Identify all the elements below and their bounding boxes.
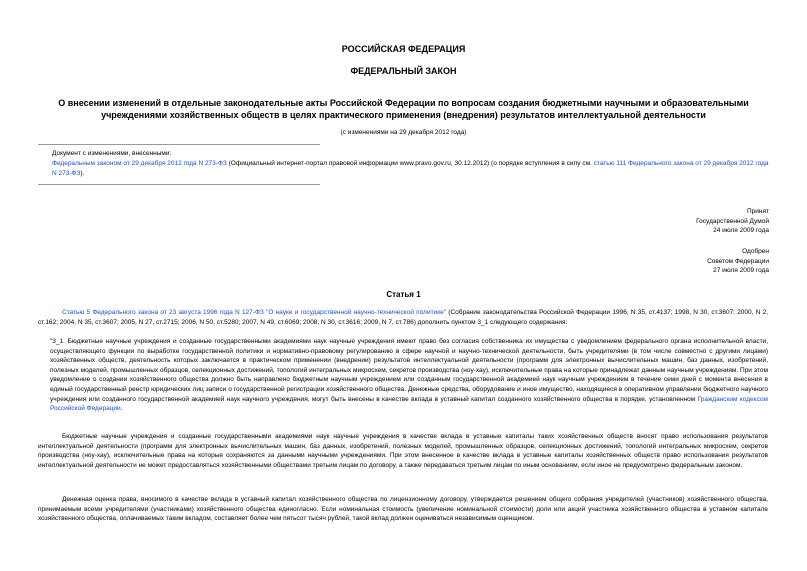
- adopted-block: [696, 207, 769, 236]
- quote-end: .: [120, 405, 123, 413]
- article-paragraph-2: Бюджетные научные учреждения и созданные государственными академиями наук научные учреждения в качестве вклада в уставные капиталы таких хозяйственных обществ вносят право использования результатов интеллектуальной деятельности (программ для электронных вычислительных машин, баз данных, изобретений, полезных моделей, промышленных образцов, селекционных достижений, топологий интегральных микросхем, секретов производства (ноу-хау), исключительные права на которые сохраняются за данными научными учреждениями. При этом внесенное в качестве вклада в уставные капиталы хозяйственных обществ право использования результатов интеллектуальной деятельности не может предоставляться хозяйственными обществами третьим лицам по договору, а также передаваться третьим лицам по иным основаниям, если иное не предусмотрено федеральным законом.: [38, 433, 768, 469]
- approved-block: [707, 247, 769, 276]
- divider-bottom: [38, 184, 320, 185]
- article-intro: [38, 308, 768, 327]
- article-heading: Статья 1: [386, 290, 421, 299]
- article-quote: [50, 337, 768, 414]
- doc-info-body: [52, 159, 770, 179]
- article-paragraph-3: Денежная оценка права, вносимого в качестве вклада в уставный капитал хозяйственного общества по лицензионному договору, утверждается решением общего собрания учредителей (участников) хозяйственного общества, принимаемым всеми учредителями (участниками) хозяйственного общества единогласно. Если номинальная стоимость (увеличение номинальной стоимости) доли или акций участника хозяйственного общества в уставном капитале хозяйственного общества, оплачиваемых таким вкладом, составляет более чем пятьсот тысяч рублей, такой вклад должен оцениваться независимым оценщиком.: [38, 496, 768, 523]
- approved-label: Одобрен: [742, 248, 769, 255]
- edition-note: (с изменениями на 29 декабря 2012 года): [340, 129, 467, 136]
- law-title: О внесении изменений в отдельные законодательные акты Российской Федерации по вопросам создания бюджетными научными и образовательными учреждениями хозяйственных обществ в целях практического применения (внедрения) результатов интеллектуальной деятельности: [58, 98, 749, 120]
- divider-top: [38, 144, 320, 145]
- approved-date: 27 июля 2009 года: [713, 267, 769, 274]
- amendment-end: ).: [80, 170, 85, 177]
- law-127-link[interactable]: Статью 5 Федерального закона от 23 августа 1996 года N 127-ФЗ "О науке и государственной научно-технической политике": [62, 309, 447, 316]
- federation-heading: РОССИЙСКАЯ ФЕДЕРАЦИЯ: [341, 44, 466, 54]
- approved-body: Советом Федерации: [707, 257, 769, 265]
- article-intro-text: (Собрание законодательства Российской Федерации 1996, N 35, ст.4137; 1998, N 30, ст.3607; 2000, N 2, ст.162; 2004, N 35, ст.3607; 2005, N 27, ст.2715; 2006, N 50, ст.5280; 2007, N 49, ст.6069; 2008, N 30, ст.3616; 2009, N 7, ст.786) дополнить пунктом 3_1 следующего содержания:: [38, 309, 768, 326]
- civil-code-link[interactable]: Гражданским кодексом Российской Федерации: [50, 395, 768, 413]
- quote-text: "3_1. Бюджетные научные учреждения и созданные государственными академиями наук научные учреждения имеют право без согласия собственника их имущества с уведомлением федерального органа исполнительной власти, осуществляющего функции по выработке государственной политики и нормативно-правовому регулированию в сфере научной и научно-технической деятельности, быть учредителями (в том числе совместно с другими лицами) хозяйственных обществ, деятельность которых заключается в практическом применении (внедрении) результатов интеллектуальной деятельности (программ для электронных вычислительных машин, баз данных, изобретений, полезных моделей, промышленных образцов, селекционных достижений, топологий интегральных микросхем, секретов производства (ноу-хау), исключительные права на которые принадлежат данным научным учреждениям. При этом уведомление о создании хозяйственного общества должно быть направлено бюджетным научным учреждением или созданным государственной академией наук научным учреждением в течение семи дней с момента внесения в единый государственный реестр юридических лиц записи о государственной регистрации хозяйственного общества. Денежные средства, оборудование и иное имущество, находящиеся в оперативном управлении бюджетного научного учреждения или созданного государственной академией наук научного учреждения, могут быть внесены в качестве вклада в уставный капитал созданного хозяйственного общества в порядке, установленном: [50, 338, 768, 403]
- amendment-text: (Официальный интернет-портал правовой информации www.pravo.gov.ru, 30.12.2012) (о порядке вступления в силу см.: [226, 160, 594, 167]
- adopted-date: 24 июля 2009 года: [713, 227, 769, 234]
- doc-info-label: Документ с изменениями, внесенными:: [52, 150, 172, 157]
- amendment-link[interactable]: Федеральным законом от 29 декабря 2012 года N 273-ФЗ: [52, 160, 227, 167]
- adopted-body: Государственной Думой: [696, 217, 769, 225]
- article-111-link[interactable]: статью 111 Федерального закона от 29 декабря 2012 года N 273-ФЗ: [52, 160, 769, 177]
- adopted-label: Принят: [746, 208, 769, 215]
- law-type-heading: ФЕДЕРАЛЬНЫЙ ЗАКОН: [350, 66, 457, 76]
